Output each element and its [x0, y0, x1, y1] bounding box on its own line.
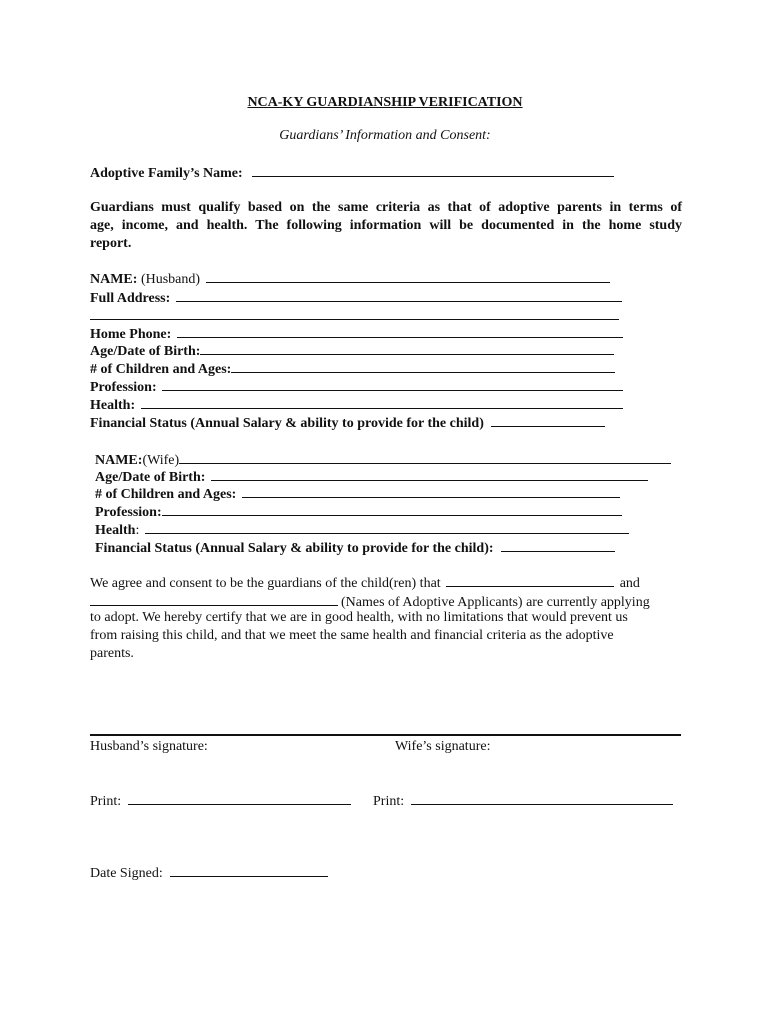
wife-health-label: Health — [95, 523, 136, 538]
husband-phone-label: Home Phone: — [90, 327, 172, 342]
intro-line-2: age, income, and health. The following information will be documented in the home study — [90, 218, 682, 233]
husband-age-field[interactable] — [200, 341, 614, 355]
husband-children-field[interactable] — [231, 359, 615, 373]
date-signed-row — [90, 863, 328, 883]
wife-children-field[interactable] — [242, 484, 620, 498]
husband-financial-row — [90, 413, 605, 433]
form-subtitle: Guardians’ Information and Consent: — [279, 128, 491, 143]
consent-line-1 — [90, 573, 640, 593]
husband-health-row — [90, 395, 623, 415]
wife-profession-field[interactable] — [162, 502, 622, 516]
intro-line-3: report. — [90, 236, 132, 251]
date-signed-label: Date Signed: — [90, 866, 163, 881]
wife-name-label: NAME: — [95, 453, 143, 468]
husband-profession-field[interactable] — [162, 377, 623, 391]
wife-children-label: # of Children and Ages: — [95, 487, 237, 502]
wife-financial-label: Financial Status (Annual Salary & ability to provide for the child): — [95, 541, 494, 556]
husband-children-label: # of Children and Ages: — [90, 362, 232, 377]
consent-line-5: parents. — [90, 646, 134, 661]
husband-address-row-2 — [90, 306, 619, 326]
husband-financial-field[interactable] — [491, 413, 605, 427]
husband-address-label: Full Address: — [90, 291, 171, 306]
wife-print-label: Print: — [373, 794, 405, 809]
husband-print-field[interactable] — [128, 791, 351, 805]
consent-line-2-end: (Names of Adoptive Applicants) are currently applying — [341, 595, 650, 610]
wife-financial-row — [95, 538, 615, 558]
child-names-field[interactable] — [446, 573, 614, 587]
intro-line-1: Guardians must qualify based on the same criteria as that of adoptive parents in terms of — [90, 200, 682, 215]
wife-print-field[interactable] — [411, 791, 673, 805]
consent-line-4: from raising this child, and that we meet the same health and financial criteria as the adoptive — [90, 628, 614, 643]
wife-children-row — [95, 484, 620, 504]
consent-line-3: to adopt. We hereby certify that we are in good health, with no limitations that would prevent us — [90, 610, 628, 625]
husband-profession-label: Profession: — [90, 380, 157, 395]
husband-age-row — [90, 341, 614, 361]
husband-financial-label: Financial Status (Annual Salary & ability to provide for the child) — [90, 416, 484, 431]
wife-age-label: Age/Date of Birth: — [95, 470, 206, 485]
husband-print-label: Print: — [90, 794, 122, 809]
wife-profession-row — [95, 502, 622, 522]
wife-name-field[interactable] — [179, 450, 671, 464]
wife-health-row — [95, 520, 629, 540]
wife-health-field[interactable] — [145, 520, 629, 534]
husband-print-row — [90, 791, 351, 811]
wife-signature-label: Wife’s signature: — [395, 739, 491, 754]
wife-profession-label: Profession: — [95, 505, 162, 520]
wife-health-colon: : — [135, 523, 140, 538]
family-name-row — [90, 163, 614, 183]
husband-name-note: (Husband) — [140, 272, 201, 287]
husband-name-field[interactable] — [206, 269, 610, 283]
husband-phone-field[interactable] — [177, 324, 623, 338]
family-name-field[interactable] — [252, 163, 614, 177]
wife-name-note: (Wife) — [142, 453, 180, 468]
consent-line-1-start: We agree and consent to be the guardians of the child(ren) that — [90, 576, 441, 591]
husband-name-row — [90, 269, 610, 289]
date-signed-field[interactable] — [170, 863, 328, 877]
wife-financial-field[interactable] — [501, 538, 615, 552]
consent-line-1-end: and — [619, 576, 640, 591]
husband-profession-row — [90, 377, 623, 397]
applicant-names-field[interactable] — [90, 592, 338, 606]
wife-age-field[interactable] — [211, 467, 648, 481]
husband-address-field-2[interactable] — [90, 306, 619, 320]
husband-children-row — [90, 359, 615, 379]
husband-address-row — [90, 288, 622, 308]
form-title: NCA-KY GUARDIANSHIP VERIFICATION — [247, 95, 523, 110]
husband-health-field[interactable] — [141, 395, 623, 409]
husband-signature-label: Husband’s signature: — [90, 739, 208, 754]
husband-age-label: Age/Date of Birth: — [90, 344, 201, 359]
wife-print-row — [373, 791, 673, 811]
husband-name-label: NAME: — [90, 272, 138, 287]
husband-health-label: Health: — [90, 398, 136, 413]
family-name-label: Adoptive Family’s Name: — [90, 166, 243, 181]
signature-line[interactable] — [90, 734, 681, 736]
husband-address-field[interactable] — [176, 288, 622, 302]
